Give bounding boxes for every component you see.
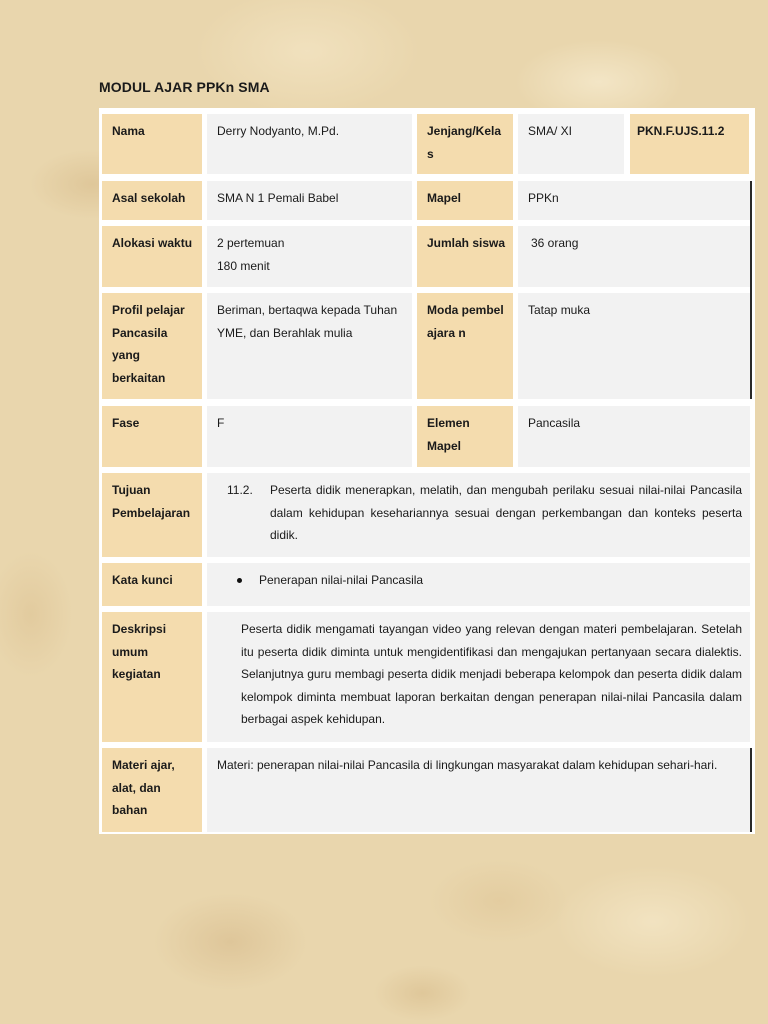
label-asal-sekolah: Asal sekolah (102, 181, 202, 220)
value-kata-kunci (207, 563, 750, 606)
value-mapel: PPKn (518, 181, 750, 220)
value-moda-pembelajaran: Tatap muka (518, 293, 750, 399)
value-asal-sekolah: SMA N 1 Pemali Babel (207, 181, 412, 220)
label-profil-pelajar: Profil pelajar Pancasila yang berkaitan (102, 293, 202, 399)
value-nama: Derry Nodyanto, M.Pd. (207, 114, 412, 174)
value-alokasi-waktu (207, 226, 412, 287)
label-nama: Nama (102, 114, 202, 174)
value-jenjang-kelas: SMA/ XI (518, 114, 624, 174)
label-materi-ajar: Materi ajar, alat, dan bahan (102, 748, 202, 832)
table-right-border-lower (750, 748, 752, 832)
value-elemen-mapel: Pancasila (518, 406, 750, 467)
bullet-icon (237, 578, 242, 583)
value-deskripsi-umum: Peserta didik mengamati tayangan video yang relevan dengan materi pembelajaran. Setelah itu peserta didik diminta untuk mengidentifikasi dan mengajukan pertanyaan secara dialektis. Selanjutnya guru membagi peserta didik menjadi beberapa kelompok dan peserta didik dalam kelompok diminta membuat laporan berkaitan dengan penerapan nilai-nilai Pancasila dalam berbagai aspek kehidupan. (207, 612, 750, 742)
label-moda-pembelajaran: Moda pembelajara n (417, 293, 513, 399)
label-mapel: Mapel (417, 181, 513, 220)
label-kata-kunci: Kata kunci (102, 563, 202, 606)
value-fase: F (207, 406, 412, 467)
label-tujuan-pembelajaran: Tujuan Pembelajaran (102, 473, 202, 557)
label-jenjang-kelas: Jenjang/Kela s (417, 114, 513, 174)
label-jumlah-siswa: Jumlah siswa (417, 226, 513, 287)
label-alokasi-waktu: Alokasi waktu (102, 226, 202, 287)
alokasi-line-1: 2 pertemuan (217, 236, 285, 250)
value-tujuan-pembelajaran (207, 473, 750, 557)
value-profil-pelajar: Beriman, bertaqwa kepada Tuhan YME, dan Berahlak mulia (207, 293, 412, 399)
label-elemen-mapel: Elemen Mapel (417, 406, 513, 467)
alokasi-line-2: 180 menit (217, 258, 270, 273)
document-title: MODUL AJAR PPKn SMA (99, 79, 270, 95)
table-right-border (750, 181, 752, 399)
label-deskripsi-umum: Deskripsi umum kegiatan (102, 612, 202, 742)
value-jumlah-siswa: 36 orang (518, 226, 750, 287)
value-materi-ajar: Materi: penerapan nilai-nilai Pancasila di lingkungan masyarakat dalam kehidupan sehari-hari. (207, 748, 750, 832)
tujuan-text: Peserta didik menerapkan, melatih, dan mengubah perilaku sesuai nilai-nilai Pancasila dalam kehidupan kesehariannya sesuai dengan perkembangan dan konteks peserta didik. (270, 483, 742, 542)
module-info-table (99, 108, 755, 834)
kata-kunci-item: Penerapan nilai-nilai Pancasila (259, 573, 424, 587)
tujuan-number: 11.2. (227, 483, 253, 497)
module-code: PKN.F.UJS.11.2 (630, 114, 749, 174)
label-fase: Fase (102, 406, 202, 467)
